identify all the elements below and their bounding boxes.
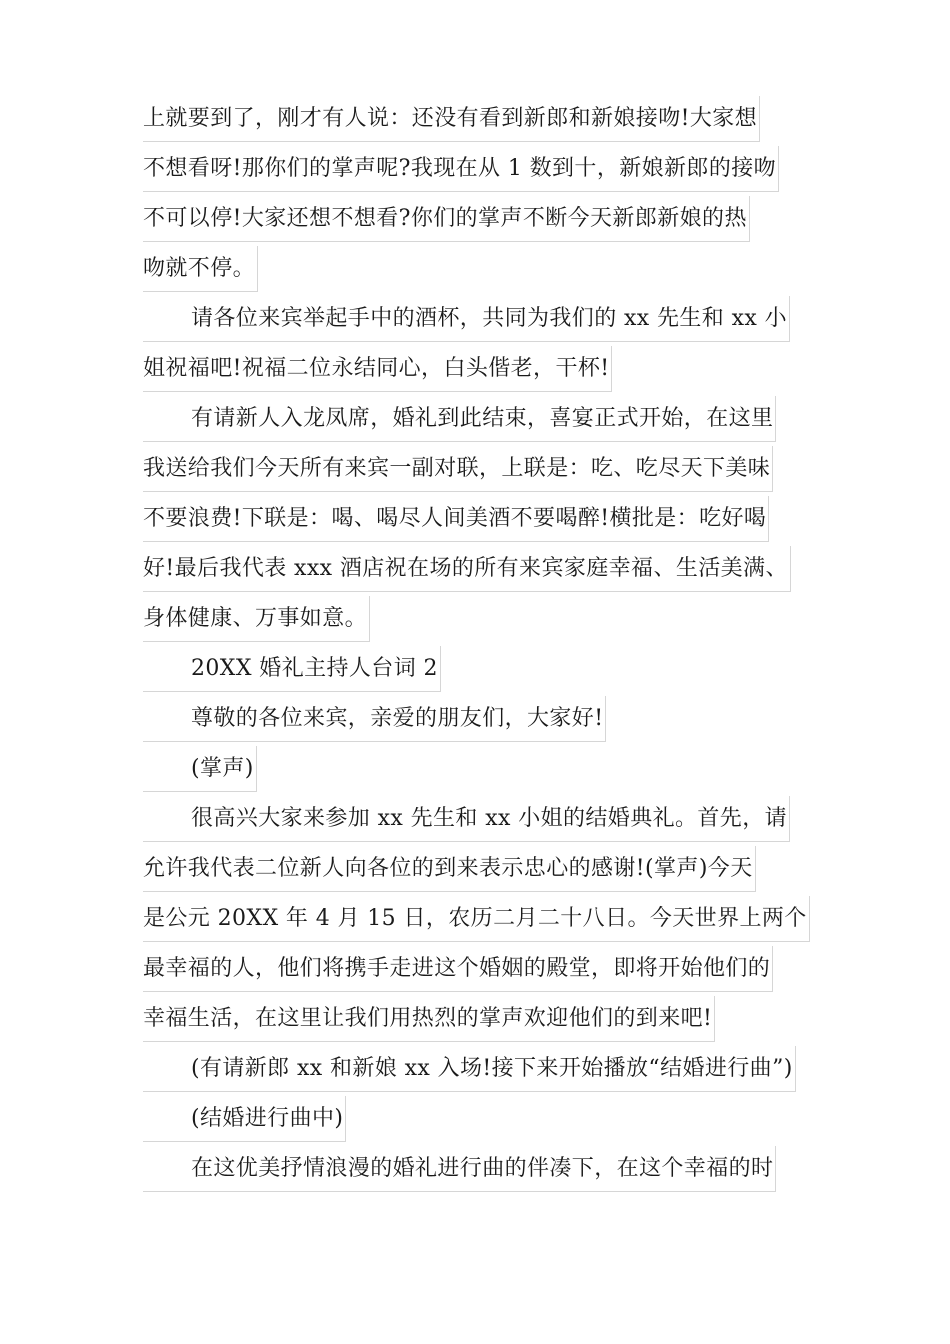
text-line-content: 吻就不停。	[143, 246, 258, 292]
text-line-content: 上就要到了，刚才有人说：还没有看到新郎和新娘接吻!大家想	[143, 96, 760, 142]
text-line	[143, 1096, 823, 1146]
section-heading	[143, 646, 823, 696]
text-line-content: 好!最后我代表 xxx 酒店祝在场的所有来宾家庭幸福、生活美满、	[143, 546, 791, 592]
section-heading-text: 20XX 婚礼主持人台词 2	[143, 646, 441, 692]
document-body	[143, 96, 823, 1196]
text-line-content: 允许我代表二位新人向各位的到来表示忠心的感谢!(掌声)今天	[143, 846, 756, 892]
text-line-content: 幸福生活，在这里让我们用热烈的掌声欢迎他们的到来吧!	[143, 996, 715, 1042]
text-line-content: 姐祝福吧!祝福二位永结同心，白头偕老，干杯!	[143, 346, 612, 392]
text-line	[143, 896, 823, 946]
text-line-content: 是公元 20XX 年 4 月 15 日，农历二月二十八日。今天世界上两个	[143, 896, 810, 942]
text-line	[143, 796, 823, 846]
text-line-content: (有请新郎 xx 和新娘 xx 入场!接下来开始播放“结婚进行曲”)	[143, 1046, 796, 1092]
text-line-content: 很高兴大家来参加 xx 先生和 xx 小姐的结婚典礼。首先，请	[143, 796, 790, 842]
text-line	[143, 196, 823, 246]
text-line	[143, 996, 823, 1046]
text-line-content: 不可以停!大家还想不想看?你们的掌声不断今天新郎新娘的热	[143, 196, 750, 242]
text-line-content: 身体健康、万事如意。	[143, 596, 370, 642]
text-line	[143, 496, 823, 546]
text-line-content: 有请新人入龙凤席，婚礼到此结束，喜宴正式开始，在这里	[143, 396, 776, 442]
text-line	[143, 546, 823, 596]
text-line	[143, 346, 823, 396]
text-line-content: (结婚进行曲中)	[143, 1096, 346, 1142]
text-line	[143, 446, 823, 496]
text-line-content: 我送给我们今天所有来宾一副对联，上联是：吃、吃尽天下美味	[143, 446, 773, 492]
text-line-content: 最幸福的人，他们将携手走进这个婚姻的殿堂，即将开始他们的	[143, 946, 773, 992]
text-line	[143, 146, 823, 196]
text-line	[143, 596, 823, 646]
text-line	[143, 846, 823, 896]
text-line	[143, 396, 823, 446]
text-line	[143, 696, 823, 746]
text-line-content: 不要浪费!下联是：喝、喝尽人间美酒不要喝醉!横批是：吃好喝	[143, 496, 769, 542]
text-line	[143, 946, 823, 996]
text-line-content: (掌声)	[143, 746, 257, 792]
text-line	[143, 96, 823, 146]
text-line	[143, 296, 823, 346]
text-line-content: 不想看呀!那你们的掌声呢?我现在从 1 数到十，新娘新郎的接吻	[143, 146, 779, 192]
text-line-content: 在这优美抒情浪漫的婚礼进行曲的伴凑下，在这个幸福的时	[143, 1146, 776, 1192]
text-line	[143, 1046, 823, 1096]
text-line	[143, 246, 823, 296]
text-line-content: 请各位来宾举起手中的酒杯，共同为我们的 xx 先生和 xx 小	[143, 296, 790, 342]
text-line	[143, 746, 823, 796]
text-line-content: 尊敬的各位来宾，亲爱的朋友们，大家好!	[143, 696, 606, 742]
text-line	[143, 1146, 823, 1196]
